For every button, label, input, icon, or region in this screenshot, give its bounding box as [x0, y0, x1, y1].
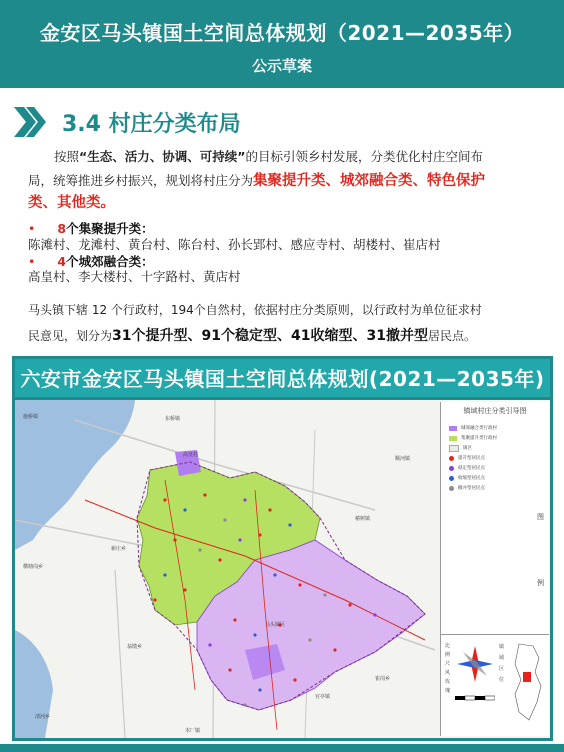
- summary-line-1: 马头镇下辖 12 个行政村，194个自然村，依据村庄分类原则，以行政村为单位征求村: [28, 303, 482, 317]
- category-count: 8: [57, 221, 67, 236]
- wind-rose-icon: [455, 644, 495, 684]
- legend-label: 城郊融合类行政村: [461, 426, 497, 431]
- map-title: 六安市金安区马头镇国土空间总体规划(2021—2035年): [20, 367, 545, 391]
- place-label: 施桥镇: [23, 414, 39, 420]
- intro-text: 局，统筹推进乡村振兴，规划将村庄分为: [28, 173, 254, 188]
- legend-label: 集聚提升类行政村: [461, 436, 497, 441]
- legend-label: 稳定型居民点: [458, 466, 485, 471]
- bullet-icon: •: [28, 254, 36, 269]
- legend-side-char: 例: [537, 579, 544, 587]
- summary-highlight: 31个提升型、91个稳定型、41收缩型、31撤并型: [112, 328, 428, 344]
- legend-swatch: [449, 456, 454, 461]
- place-label: 椿树镇: [355, 516, 371, 522]
- map-banner: [15, 359, 550, 397]
- intro-highlight: 集聚提升类、城郊融合类、特色保护: [253, 173, 486, 189]
- location-inset-map: [511, 642, 543, 722]
- legend-item: [449, 454, 485, 462]
- legend-item: [449, 484, 485, 492]
- legend-item: [449, 424, 497, 432]
- place-label: 横塘岗乡: [23, 564, 44, 570]
- page-title: 金安区马头镇国土空间总体规划（2021—2035年）: [39, 21, 525, 45]
- place-label: 顺河镇: [395, 456, 411, 462]
- legend-swatch: [449, 466, 454, 471]
- category-villages: 高皇村、李大楼村、十字路村、黄店村: [28, 269, 241, 284]
- place-label: 木厂镇: [185, 728, 201, 734]
- scale-rose-caption: 比 例 尺 风 玫 瑰: [445, 643, 451, 694]
- legend-label: 镇区: [463, 446, 472, 451]
- legend-label: 收缩型居民点: [458, 476, 485, 481]
- intro-text: 按照: [54, 149, 80, 164]
- legend-swatch: [449, 445, 459, 452]
- section-title: 3.4 村庄分类布局: [62, 111, 241, 137]
- place-label: 东桥镇: [165, 416, 181, 422]
- legend-item: [449, 474, 485, 482]
- place-label: 新庄乡: [111, 546, 127, 552]
- summary-line-2: [28, 324, 540, 349]
- legend-swatch: [449, 476, 454, 481]
- place-label: 马头镇区: [265, 622, 286, 628]
- intro-text: 的目标引领乡村发展，分类优化村庄空间布: [245, 149, 483, 164]
- legend-item: [449, 434, 497, 442]
- legend-label: 提升型居民点: [458, 456, 485, 461]
- intro-line-3: [28, 190, 540, 216]
- legend-item: [449, 444, 472, 452]
- legend-side-char: 图: [537, 513, 544, 521]
- intro-quote: “生态、活力、协调、可持续”: [79, 149, 246, 164]
- summary-text: 居民点。: [427, 329, 476, 343]
- legend-swatch: [449, 486, 454, 491]
- bullet-icon: •: [28, 221, 36, 236]
- map-legend: [440, 402, 549, 736]
- intro-highlight: 类、其他类。: [28, 195, 115, 211]
- summary-text: 民意见，划分为: [28, 329, 113, 343]
- page-header: [0, 0, 564, 88]
- land-use-map: [15, 400, 440, 738]
- section-heading: [14, 104, 241, 140]
- legend-title: 镇域村庄分类引导图: [463, 407, 527, 415]
- place-label: 官亭镇: [315, 694, 331, 700]
- map-panel: [12, 356, 553, 741]
- legend-swatch: [449, 436, 457, 441]
- location-caption: 镇 域 区 位: [499, 644, 505, 683]
- legend-label: 撤并型居民点: [458, 486, 485, 491]
- place-label: 崔岗乡: [375, 676, 391, 682]
- place-label: 高皇村: [183, 452, 199, 458]
- category-villages: 陈滩村、龙滩村、黄台村、陈台村、孙长郢村、感应寺村、胡楼村、崔店村: [28, 237, 441, 252]
- place-label: 清河乡: [35, 714, 51, 720]
- map-canvas[interactable]: [15, 400, 550, 738]
- intro-line-1: [28, 144, 540, 169]
- legend-item: [449, 464, 485, 472]
- category-label: 个城郊融合类：: [66, 254, 154, 269]
- category-label: 个集聚提升类：: [66, 221, 154, 236]
- place-label: 翁墩乡: [127, 644, 143, 650]
- category-count: 4: [57, 254, 67, 269]
- double-chevron-icon: [14, 107, 48, 137]
- scale-bar: [455, 694, 495, 702]
- legend-swatch: [449, 426, 457, 431]
- page-subtitle: 公示草案: [251, 57, 312, 75]
- page-footer-bar: [0, 744, 564, 752]
